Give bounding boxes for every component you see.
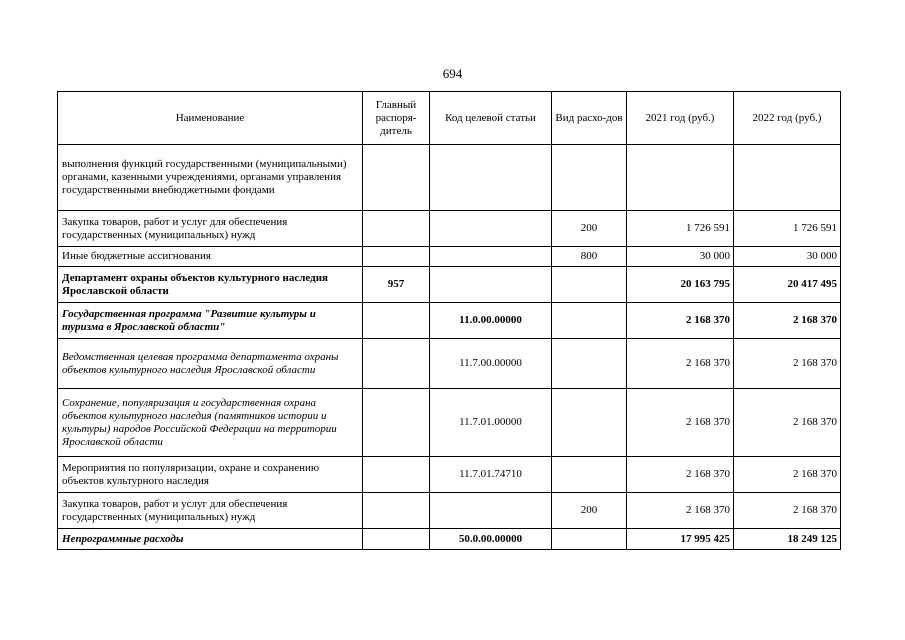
table-row xyxy=(58,339,841,389)
row-code: 11.7.01.00000 xyxy=(430,389,552,457)
row-name: Закупка товаров, работ и услуг для обеспечения государственных (муниципальных) нужд xyxy=(58,493,363,529)
budget-table xyxy=(57,91,841,550)
table-row xyxy=(58,389,841,457)
row-2022: 30 000 xyxy=(734,247,841,267)
table-header-row xyxy=(58,92,841,145)
row-type xyxy=(552,267,627,303)
row-manager xyxy=(363,529,430,550)
row-2022: 20 417 495 xyxy=(734,267,841,303)
row-code xyxy=(430,267,552,303)
row-2022: 18 249 125 xyxy=(734,529,841,550)
header-name: Наименование xyxy=(58,92,363,145)
row-type xyxy=(552,303,627,339)
table-row xyxy=(58,529,841,550)
row-2022: 1 726 591 xyxy=(734,211,841,247)
table-row xyxy=(58,247,841,267)
row-name: Иные бюджетные ассигнования xyxy=(58,247,363,267)
row-manager xyxy=(363,339,430,389)
row-code xyxy=(430,247,552,267)
row-name: Департамент охраны объектов культурного наследия Ярославской области xyxy=(58,267,363,303)
table-row xyxy=(58,145,841,211)
row-2022 xyxy=(734,145,841,211)
row-manager xyxy=(363,211,430,247)
row-code: 11.7.00.00000 xyxy=(430,339,552,389)
row-name: выполнения функций государственными (муниципальными) органами, казенными учреждениями, органами управления государственными внебюджетными фондами xyxy=(58,145,363,211)
row-manager xyxy=(363,457,430,493)
row-2021: 2 168 370 xyxy=(627,339,734,389)
row-manager xyxy=(363,389,430,457)
table-row xyxy=(58,267,841,303)
row-type: 800 xyxy=(552,247,627,267)
row-code: 50.0.00.00000 xyxy=(430,529,552,550)
row-2021: 17 995 425 xyxy=(627,529,734,550)
header-target-code: Код целевой статьи xyxy=(430,92,552,145)
row-type: 200 xyxy=(552,493,627,529)
row-type xyxy=(552,457,627,493)
table-row xyxy=(58,211,841,247)
row-type xyxy=(552,339,627,389)
row-type: 200 xyxy=(552,211,627,247)
table-row xyxy=(58,493,841,529)
row-type xyxy=(552,529,627,550)
row-manager: 957 xyxy=(363,267,430,303)
page-number: 694 xyxy=(442,66,463,81)
row-name: Ведомственная целевая программа департамента охраны объектов культурного наследия Ярославской области xyxy=(58,339,363,389)
row-2021 xyxy=(627,145,734,211)
row-name: Государственная программа "Развитие культуры и туризма в Ярославской области" xyxy=(58,303,363,339)
row-name: Закупка товаров, работ и услуг для обеспечения государственных (муниципальных) нужд xyxy=(58,211,363,247)
header-manager: Главный распоря-дитель xyxy=(363,92,430,145)
header-year-2021: 2021 год (руб.) xyxy=(627,92,734,145)
header-expense-type: Вид расхо-дов xyxy=(552,92,627,145)
row-2021: 2 168 370 xyxy=(627,303,734,339)
row-2022: 2 168 370 xyxy=(734,339,841,389)
row-code: 11.0.00.00000 xyxy=(430,303,552,339)
row-2022: 2 168 370 xyxy=(734,303,841,339)
row-manager xyxy=(363,145,430,211)
row-name: Сохранение, популяризация и государственная охрана объектов культурного наследия (памятников истории и культуры) народов Российской Федерации на территории Ярославской области xyxy=(58,389,363,457)
row-code xyxy=(430,211,552,247)
table-row xyxy=(58,457,841,493)
header-year-2022: 2022 год (руб.) xyxy=(734,92,841,145)
row-manager xyxy=(363,493,430,529)
row-2021: 20 163 795 xyxy=(627,267,734,303)
row-2021: 2 168 370 xyxy=(627,457,734,493)
row-type xyxy=(552,145,627,211)
row-code xyxy=(430,493,552,529)
row-2021: 1 726 591 xyxy=(627,211,734,247)
row-manager xyxy=(363,303,430,339)
row-2022: 2 168 370 xyxy=(734,457,841,493)
row-2021: 2 168 370 xyxy=(627,493,734,529)
row-2022: 2 168 370 xyxy=(734,389,841,457)
row-name: Мероприятия по популяризации, охране и сохранению объектов культурного наследия xyxy=(58,457,363,493)
row-manager xyxy=(363,247,430,267)
row-2021: 2 168 370 xyxy=(627,389,734,457)
row-code: 11.7.01.74710 xyxy=(430,457,552,493)
table-row xyxy=(58,303,841,339)
row-2021: 30 000 xyxy=(627,247,734,267)
row-code xyxy=(430,145,552,211)
row-2022: 2 168 370 xyxy=(734,493,841,529)
row-type xyxy=(552,389,627,457)
row-name: Непрограммные расходы xyxy=(58,529,363,550)
